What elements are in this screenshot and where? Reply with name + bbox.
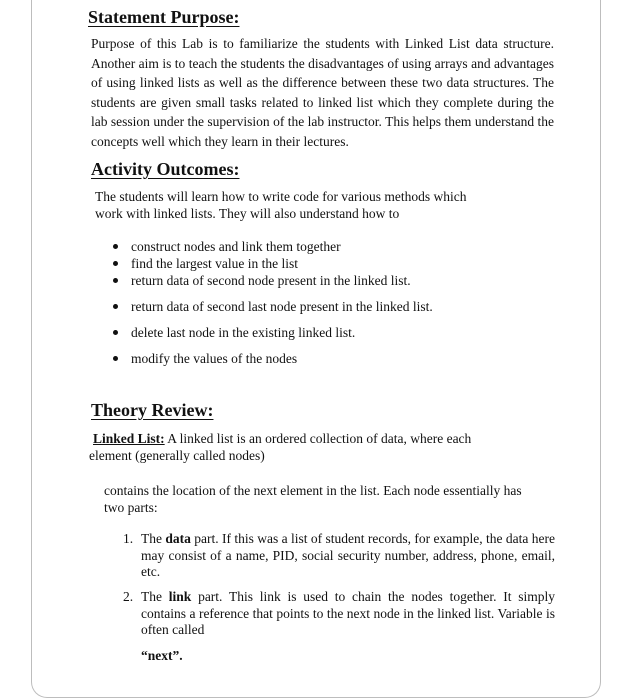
theory-review-heading: Theory Review: bbox=[91, 400, 214, 420]
activity-intro-line-1: The students will learn how to write code for various methods which bbox=[95, 189, 467, 204]
contains-line-2: two parts: bbox=[104, 500, 158, 515]
linked-list-definition-line-2: element (generally called nodes) bbox=[89, 448, 265, 463]
bullet-icon bbox=[113, 356, 118, 361]
bullet-icon bbox=[113, 261, 118, 266]
statement-purpose-heading: Statement Purpose: bbox=[88, 7, 240, 27]
bullet-icon bbox=[113, 278, 118, 283]
bullet-icon bbox=[113, 330, 118, 335]
contains-line-1: contains the location of the next element in the list. Each node essentially has bbox=[104, 483, 522, 498]
bullet-icon bbox=[113, 304, 118, 309]
activity-intro-line-2: work with linked lists. They will also understand how to bbox=[95, 206, 400, 221]
linked-list-definition-line-1: Linked List: A linked list is an ordered collection of data, where each bbox=[93, 431, 472, 446]
linked-list-term: Linked List: bbox=[93, 431, 165, 446]
statement-purpose-text: Purpose of this Lab is to familiarize the students with Linked List data structure. Another aim is to teach the students the disadvantages of using arrays and advantages of using linked lists as well as the difference between these two data structures. The students are given small tasks related to linked list which they complete during the lab session under the supervision of the lab instructor. This helps them understand the concepts well which they learn in their lectures. bbox=[91, 36, 554, 149]
next-variable-name: “next”. bbox=[141, 648, 183, 663]
activity-outcomes-heading: Activity Outcomes: bbox=[91, 159, 240, 179]
bullet-icon bbox=[113, 244, 118, 249]
